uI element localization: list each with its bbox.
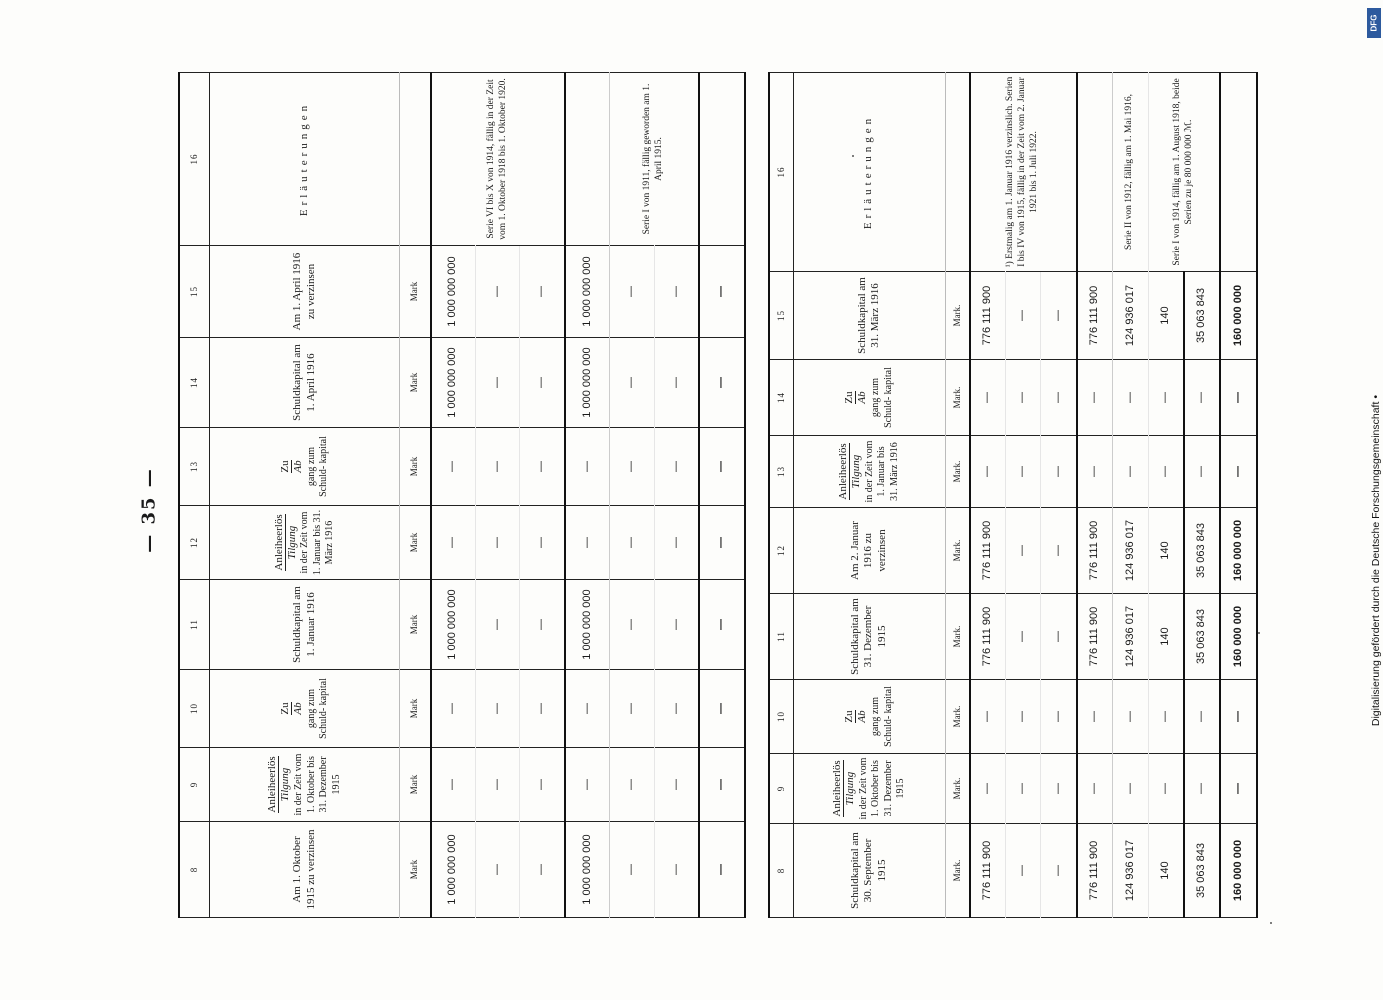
cell: — bbox=[476, 822, 520, 918]
cell: — bbox=[520, 748, 565, 822]
colnum-14: 14 bbox=[769, 360, 794, 436]
cell: — bbox=[565, 428, 610, 506]
colnum-13: 13 bbox=[769, 436, 794, 508]
cell-empty bbox=[1077, 73, 1113, 272]
unit-cell: Mark bbox=[400, 822, 431, 918]
cell: 1 000 000 000 bbox=[431, 246, 476, 338]
table-row bbox=[431, 73, 476, 918]
cell: — bbox=[699, 506, 745, 580]
header-reduction-label-2: Ab bbox=[856, 391, 869, 404]
unit-cell: Mark. bbox=[945, 754, 970, 824]
header-capital-apr-1916: Schuldkapital am 1. April 1916 bbox=[210, 338, 400, 428]
cell: — bbox=[610, 822, 654, 918]
cell: — bbox=[610, 338, 654, 428]
header-row bbox=[794, 73, 946, 918]
header-interest-jan-1916: Am 2. Januar 1916 zu verzinsen bbox=[794, 508, 946, 594]
remark-cell: Serie I von 1911, fällig geworden am 1. April 1915. bbox=[610, 73, 699, 246]
cell: — bbox=[1006, 754, 1041, 824]
header-capital-mar-1916: Schuldkapital am 31. März 1916 bbox=[794, 272, 946, 360]
cell: — bbox=[1220, 360, 1257, 436]
cell: — bbox=[699, 822, 745, 918]
cell: — bbox=[1113, 436, 1148, 508]
cell: 1 000 000 000 bbox=[431, 822, 476, 918]
cell: — bbox=[1220, 436, 1257, 508]
header-proceeds-label: Anleiheerlös bbox=[266, 756, 279, 813]
cell: — bbox=[1148, 436, 1184, 508]
cell: 776 111 900 bbox=[1077, 824, 1113, 918]
header-interest-oct-1915: Am 1. Oktober 1915 zu verzinsen bbox=[210, 822, 400, 918]
header-capital-sep-1915: Schuldkapital am 30. September 1915 bbox=[794, 824, 946, 918]
cell: 140 bbox=[1148, 508, 1184, 594]
cell-empty bbox=[565, 73, 610, 246]
cell: 124 936 017 bbox=[1113, 594, 1148, 680]
unit-cell: Mark. bbox=[945, 436, 970, 508]
header-remarks: Erläuterungen bbox=[794, 73, 946, 272]
cell: — bbox=[1077, 436, 1113, 508]
cell: — bbox=[476, 580, 520, 670]
cell: — bbox=[1220, 754, 1257, 824]
table-row bbox=[1148, 73, 1184, 918]
cell: — bbox=[431, 428, 476, 506]
table-row bbox=[1113, 73, 1148, 918]
watermark-text: Digitalisierung gefördert durch die Deutsche Forschungsgemeinschaft • bbox=[1370, 395, 1382, 727]
header-change-q1 bbox=[210, 428, 400, 506]
cell: — bbox=[1148, 680, 1184, 754]
header-loan-proceeds-q4 bbox=[210, 748, 400, 822]
header-loan-proceeds-q1 bbox=[210, 506, 400, 580]
header-capital-jan-1916: Schuldkapital am 1. Januar 1916 bbox=[210, 580, 400, 670]
cell: — bbox=[1041, 824, 1077, 918]
cell: — bbox=[1041, 508, 1077, 594]
colnum-15: 15 bbox=[179, 246, 210, 338]
header-proceeds-label-2: Anleiheerlös bbox=[272, 514, 285, 571]
cell: 160 000 000 bbox=[1220, 272, 1257, 360]
header-change-q1 bbox=[794, 360, 946, 436]
cell: — bbox=[1006, 508, 1041, 594]
cell: — bbox=[1041, 436, 1077, 508]
colnum-16: 16 bbox=[769, 73, 794, 272]
header-loan-proceeds-q4 bbox=[794, 754, 946, 824]
cell: — bbox=[1041, 594, 1077, 680]
cell: 160 000 000 bbox=[1220, 508, 1257, 594]
cell: — bbox=[1006, 680, 1041, 754]
cell: — bbox=[699, 580, 745, 670]
unit-cell: Mark bbox=[400, 506, 431, 580]
colnum-12: 12 bbox=[769, 508, 794, 594]
header-proceeds-label: Anleiheerlös bbox=[830, 760, 843, 817]
cell: 35 063 843 bbox=[1184, 272, 1220, 360]
cell-empty bbox=[699, 73, 745, 246]
colnum-9: 9 bbox=[769, 754, 794, 824]
cell: 140 bbox=[1148, 272, 1184, 360]
remark-cell: ¹) Erstmalig am 1. Januar 1916 verzinslich. Serien I bis IV von 1915, fällig in der Zeit vom 2. Januar 1921 bis 1. Juli 1922. bbox=[970, 73, 1077, 272]
cell: — bbox=[654, 822, 699, 918]
cell: — bbox=[1041, 754, 1077, 824]
cell: — bbox=[610, 246, 654, 338]
cell: — bbox=[1113, 754, 1148, 824]
unit-cell: Mark bbox=[400, 338, 431, 428]
cell: — bbox=[431, 670, 476, 748]
table-row bbox=[970, 73, 1006, 918]
cell: — bbox=[970, 680, 1006, 754]
cell: — bbox=[1006, 824, 1041, 918]
cell: 140 bbox=[1148, 594, 1184, 680]
cell: — bbox=[610, 748, 654, 822]
header-reduction-label: Ab bbox=[291, 702, 304, 715]
cell: 1 000 000 000 bbox=[565, 246, 610, 338]
colnum-16: 16 bbox=[179, 73, 210, 246]
header-change-q4 bbox=[794, 680, 946, 754]
cell: 776 111 900 bbox=[1077, 594, 1113, 680]
cell: 35 063 843 bbox=[1184, 508, 1220, 594]
colnum-10: 10 bbox=[769, 680, 794, 754]
cell: — bbox=[1220, 680, 1257, 754]
cell: 776 111 900 bbox=[970, 824, 1006, 918]
cell: — bbox=[520, 338, 565, 428]
cell: — bbox=[654, 580, 699, 670]
unit-row bbox=[400, 73, 431, 918]
unit-cell: Mark. bbox=[945, 594, 970, 680]
header-interest-apr-1916: Am 1. April 1916 zu verzinsen bbox=[210, 246, 400, 338]
header-capital-dec-1915: Schuldkapital am 31. Dezember 1915 bbox=[794, 594, 946, 680]
cell: — bbox=[1184, 360, 1220, 436]
cell: 124 936 017 bbox=[1113, 508, 1148, 594]
header-period-q4-1915: in der Zeit vom 1. Oktober bis 31. Dezember 1915 bbox=[857, 757, 907, 820]
colnum-10: 10 bbox=[179, 670, 210, 748]
page-number-text: — 35 — bbox=[138, 467, 160, 553]
cell: — bbox=[520, 670, 565, 748]
cell: — bbox=[610, 670, 654, 748]
colnum-11: 11 bbox=[179, 580, 210, 670]
cell: — bbox=[1006, 272, 1041, 360]
page-number bbox=[136, 467, 162, 553]
cell: 776 111 900 bbox=[970, 508, 1006, 594]
cell: — bbox=[1148, 754, 1184, 824]
cell: — bbox=[520, 506, 565, 580]
cell: 124 936 017 bbox=[1113, 272, 1148, 360]
cell-empty bbox=[1220, 73, 1257, 272]
unit-cell: Mark. bbox=[945, 508, 970, 594]
cell: 160 000 000 bbox=[1220, 594, 1257, 680]
cell: — bbox=[1006, 594, 1041, 680]
column-numbers-row bbox=[769, 73, 794, 918]
cell: 776 111 900 bbox=[1077, 508, 1113, 594]
unit-cell-empty bbox=[400, 73, 431, 246]
subtotal-row bbox=[1077, 73, 1113, 918]
header-addition-label-2: Zu bbox=[843, 391, 856, 404]
cell: — bbox=[520, 822, 565, 918]
cell: — bbox=[699, 748, 745, 822]
header-period-q1-1916: in der Zeit vom 1. Januar bis 31. März 1916 bbox=[863, 440, 900, 503]
unit-cell: Mark. bbox=[945, 360, 970, 436]
cell: 1 000 000 000 bbox=[431, 338, 476, 428]
header-addition-label: Zu bbox=[843, 710, 856, 723]
cell: — bbox=[699, 246, 745, 338]
unit-cell-empty bbox=[945, 73, 970, 272]
cell: — bbox=[520, 246, 565, 338]
cell: 160 000 000 bbox=[1220, 824, 1257, 918]
column-numbers-row bbox=[179, 73, 210, 918]
cell: — bbox=[1077, 754, 1113, 824]
cell: — bbox=[970, 754, 1006, 824]
cell: — bbox=[1077, 680, 1113, 754]
header-change-caption: gang zum Schuld- kapital bbox=[305, 678, 330, 739]
remark-cell: Serie I von 1914, fällig am 1. August 1918, beide Serien zu je 80 000 000 ℳ. bbox=[1148, 73, 1220, 272]
cell: — bbox=[970, 360, 1006, 436]
cell: 35 063 843 bbox=[1184, 824, 1220, 918]
total-row bbox=[1220, 73, 1257, 918]
unit-cell: Mark bbox=[400, 670, 431, 748]
cell: — bbox=[654, 246, 699, 338]
cell: — bbox=[476, 338, 520, 428]
header-change-caption: gang zum Schuld- kapital bbox=[870, 686, 894, 747]
cell: — bbox=[520, 428, 565, 506]
colnum-12: 12 bbox=[179, 506, 210, 580]
colnum-13: 13 bbox=[179, 428, 210, 506]
remark-cell: Serie VI bis X von 1914, fällig in der Zeit vom 1. Oktober 1918 bis 1. Oktober 1920. bbox=[431, 73, 565, 246]
subtotal-row bbox=[565, 73, 610, 918]
header-period-q4-1915: in der Zeit vom 1. Oktober bis 31. Dezember 1915 bbox=[293, 753, 342, 816]
header-loan-proceeds-q1 bbox=[794, 436, 946, 508]
cell: — bbox=[699, 338, 745, 428]
cell: 1 000 000 000 bbox=[565, 822, 610, 918]
loan-table-1 bbox=[178, 73, 746, 918]
cell: 35 063 843 bbox=[1184, 594, 1220, 680]
cell: 776 111 900 bbox=[1077, 272, 1113, 360]
cell: — bbox=[699, 670, 745, 748]
cell: — bbox=[1006, 360, 1041, 436]
header-addition-label-2: Zu bbox=[278, 460, 291, 473]
cell: — bbox=[1006, 436, 1041, 508]
header-repayment-label: Tilgung bbox=[279, 767, 292, 802]
cell: — bbox=[431, 506, 476, 580]
cell: 1 000 000 000 bbox=[565, 580, 610, 670]
cell: — bbox=[1041, 360, 1077, 436]
cell: — bbox=[654, 428, 699, 506]
header-reduction-label-2: Ab bbox=[291, 460, 304, 473]
cell: — bbox=[476, 246, 520, 338]
cell: — bbox=[610, 506, 654, 580]
header-change-q4 bbox=[210, 670, 400, 748]
cell: — bbox=[1184, 754, 1220, 824]
cell: 1 000 000 000 bbox=[431, 580, 476, 670]
cell: — bbox=[1077, 360, 1113, 436]
cell: — bbox=[1041, 680, 1077, 754]
cell: 776 111 900 bbox=[970, 594, 1006, 680]
cell: — bbox=[1148, 360, 1184, 436]
header-row bbox=[210, 73, 400, 918]
cell: — bbox=[565, 748, 610, 822]
cell: — bbox=[654, 506, 699, 580]
unit-cell: Mark bbox=[400, 246, 431, 338]
ledger-table-2 bbox=[768, 72, 1258, 918]
cell: — bbox=[1184, 680, 1220, 754]
cell: — bbox=[654, 748, 699, 822]
header-repayment-label-2: Tilgung bbox=[850, 454, 863, 489]
cell: — bbox=[699, 428, 745, 506]
unit-cell: Mark bbox=[400, 748, 431, 822]
header-period-q1-1916: in der Zeit vom 1. Januar bis 31. März 1916 bbox=[299, 509, 336, 576]
unit-cell: Mark bbox=[400, 428, 431, 506]
cell: — bbox=[654, 338, 699, 428]
cell: — bbox=[610, 580, 654, 670]
cell: — bbox=[565, 670, 610, 748]
cell: — bbox=[1184, 436, 1220, 508]
cell: — bbox=[565, 506, 610, 580]
unit-row bbox=[945, 73, 970, 918]
cell: — bbox=[1113, 680, 1148, 754]
colnum-15: 15 bbox=[769, 272, 794, 360]
header-addition-label: Zu bbox=[278, 702, 291, 715]
colnum-8: 8 bbox=[769, 824, 794, 918]
cell: — bbox=[476, 506, 520, 580]
cell: — bbox=[970, 436, 1006, 508]
ledger-table-1 bbox=[178, 72, 746, 918]
cell: — bbox=[476, 748, 520, 822]
header-change-caption-2: gang zum Schuld- kapital bbox=[305, 436, 330, 497]
unit-cell: Mark. bbox=[945, 272, 970, 360]
cell: — bbox=[654, 670, 699, 748]
dfg-logo-text: DFG bbox=[1369, 14, 1379, 32]
scan-speck bbox=[852, 155, 854, 157]
unit-cell: Mark. bbox=[945, 824, 970, 918]
total-row bbox=[699, 73, 745, 918]
cell: 1 000 000 000 bbox=[565, 338, 610, 428]
colnum-11: 11 bbox=[769, 594, 794, 680]
cell: — bbox=[431, 748, 476, 822]
colnum-14: 14 bbox=[179, 338, 210, 428]
scan-speck bbox=[1270, 922, 1272, 924]
colnum-9: 9 bbox=[179, 748, 210, 822]
header-proceeds-label-2: Anleiheerlös bbox=[837, 443, 850, 500]
colnum-8: 8 bbox=[179, 822, 210, 918]
cell: 140 bbox=[1148, 824, 1184, 918]
header-remarks: Erläuterungen bbox=[210, 73, 400, 246]
cell: 124 936 017 bbox=[1113, 824, 1148, 918]
header-reduction-label: Ab bbox=[856, 710, 869, 723]
header-change-caption-2: gang zum Schuld- kapital bbox=[870, 367, 894, 428]
cell: — bbox=[1041, 272, 1077, 360]
digitization-watermark bbox=[1368, 395, 1382, 727]
cell: 776 111 900 bbox=[970, 272, 1006, 360]
scan-speck bbox=[1258, 632, 1260, 634]
header-repayment-label: Tilgung bbox=[843, 771, 856, 806]
loan-table-2 bbox=[768, 73, 1258, 918]
table-row bbox=[610, 73, 654, 918]
cell: — bbox=[610, 428, 654, 506]
unit-cell: Mark. bbox=[945, 680, 970, 754]
cell: — bbox=[476, 428, 520, 506]
cell: — bbox=[520, 580, 565, 670]
remark-cell: Serie II von 1912, fällig am 1. Mai 1916, bbox=[1113, 73, 1148, 272]
cell: — bbox=[476, 670, 520, 748]
cell: — bbox=[1113, 360, 1148, 436]
unit-cell: Mark bbox=[400, 580, 431, 670]
dfg-logo bbox=[1367, 8, 1381, 38]
header-repayment-label-2: Tilgung bbox=[285, 525, 298, 560]
